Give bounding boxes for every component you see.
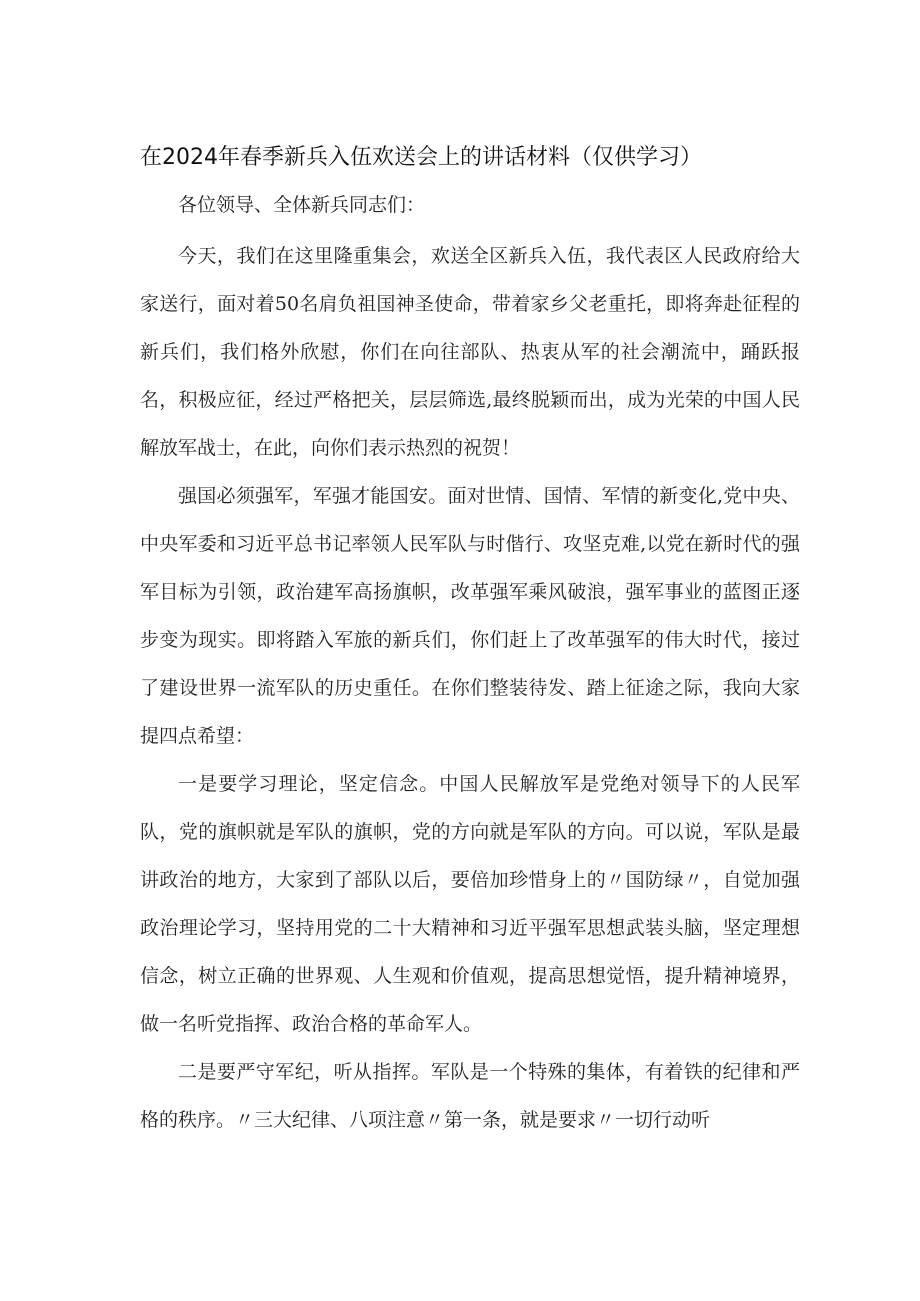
document-body bbox=[140, 178, 800, 1144]
paragraph-farewell-greeting: 今天，我们在这里隆重集会，欢送全区新兵入伍，我代表区人民政府给大家送行，面对着50名肩负祖国神圣使命，带着家乡父老重托，即将奔赴征程的新兵们，我们格外欣慰，你们在向往部队、热衷从军的社会潮流中，踊跃报名，积极应征，经过严格把关，层层筛选,最终脱颖而出，成为光荣的中国人民解放军战士，在此，向你们表示热烈的祝贺！ bbox=[140, 245, 800, 459]
paragraph-strong-military: 强国必须强军，军强才能国安。面对世情、国情、军情的新变化,党中央、中央军委和习近平总书记率领人民军队与时偕行、攻坚克难,以党在新时代的强军目标为引领，政治建军高扬旗帜，改革强军乘风破浪，强军事业的蓝图正逐步变为现实。即将踏入军旅的新兵们，你们赶上了改革强军的伟大时代，接过了建设世界一流军队的历史重任。在你们整装待发、踏上征途之际，我向大家提四点希望： bbox=[140, 485, 800, 747]
paragraph-hope-two: 二是要严守军纪，听从指挥。军队是一个特殊的集体，有着铁的纪律和严格的秩序。〃三大纪律、八项注意〃第一条，就是要求〃一切行动听 bbox=[140, 1061, 800, 1131]
salutation-paragraph: 各位领导、全体新兵同志们： bbox=[178, 194, 426, 216]
paragraph-hope-one: 一是要学习理论，坚定信念。中国人民解放军是党绝对领导下的人民军队，党的旗帜就是军队的旗帜，党的方向就是军队的方向。可以说，军队是最讲政治的地方，大家到了部队以后，要倍加珍惜身上的〃国防绿〃，自觉加强政治理论学习，坚持用党的二十大精神和习近平强军思想武装头脑，坚定理想信念，树立正确的世界观、人生观和价值观，提高思想觉悟，提升精神境界，做一名听党指挥、政治合格的革命军人。 bbox=[140, 773, 800, 1035]
document-title: 在2024年春季新兵入伍欢送会上的讲话材料（仅供学习） bbox=[140, 145, 702, 170]
